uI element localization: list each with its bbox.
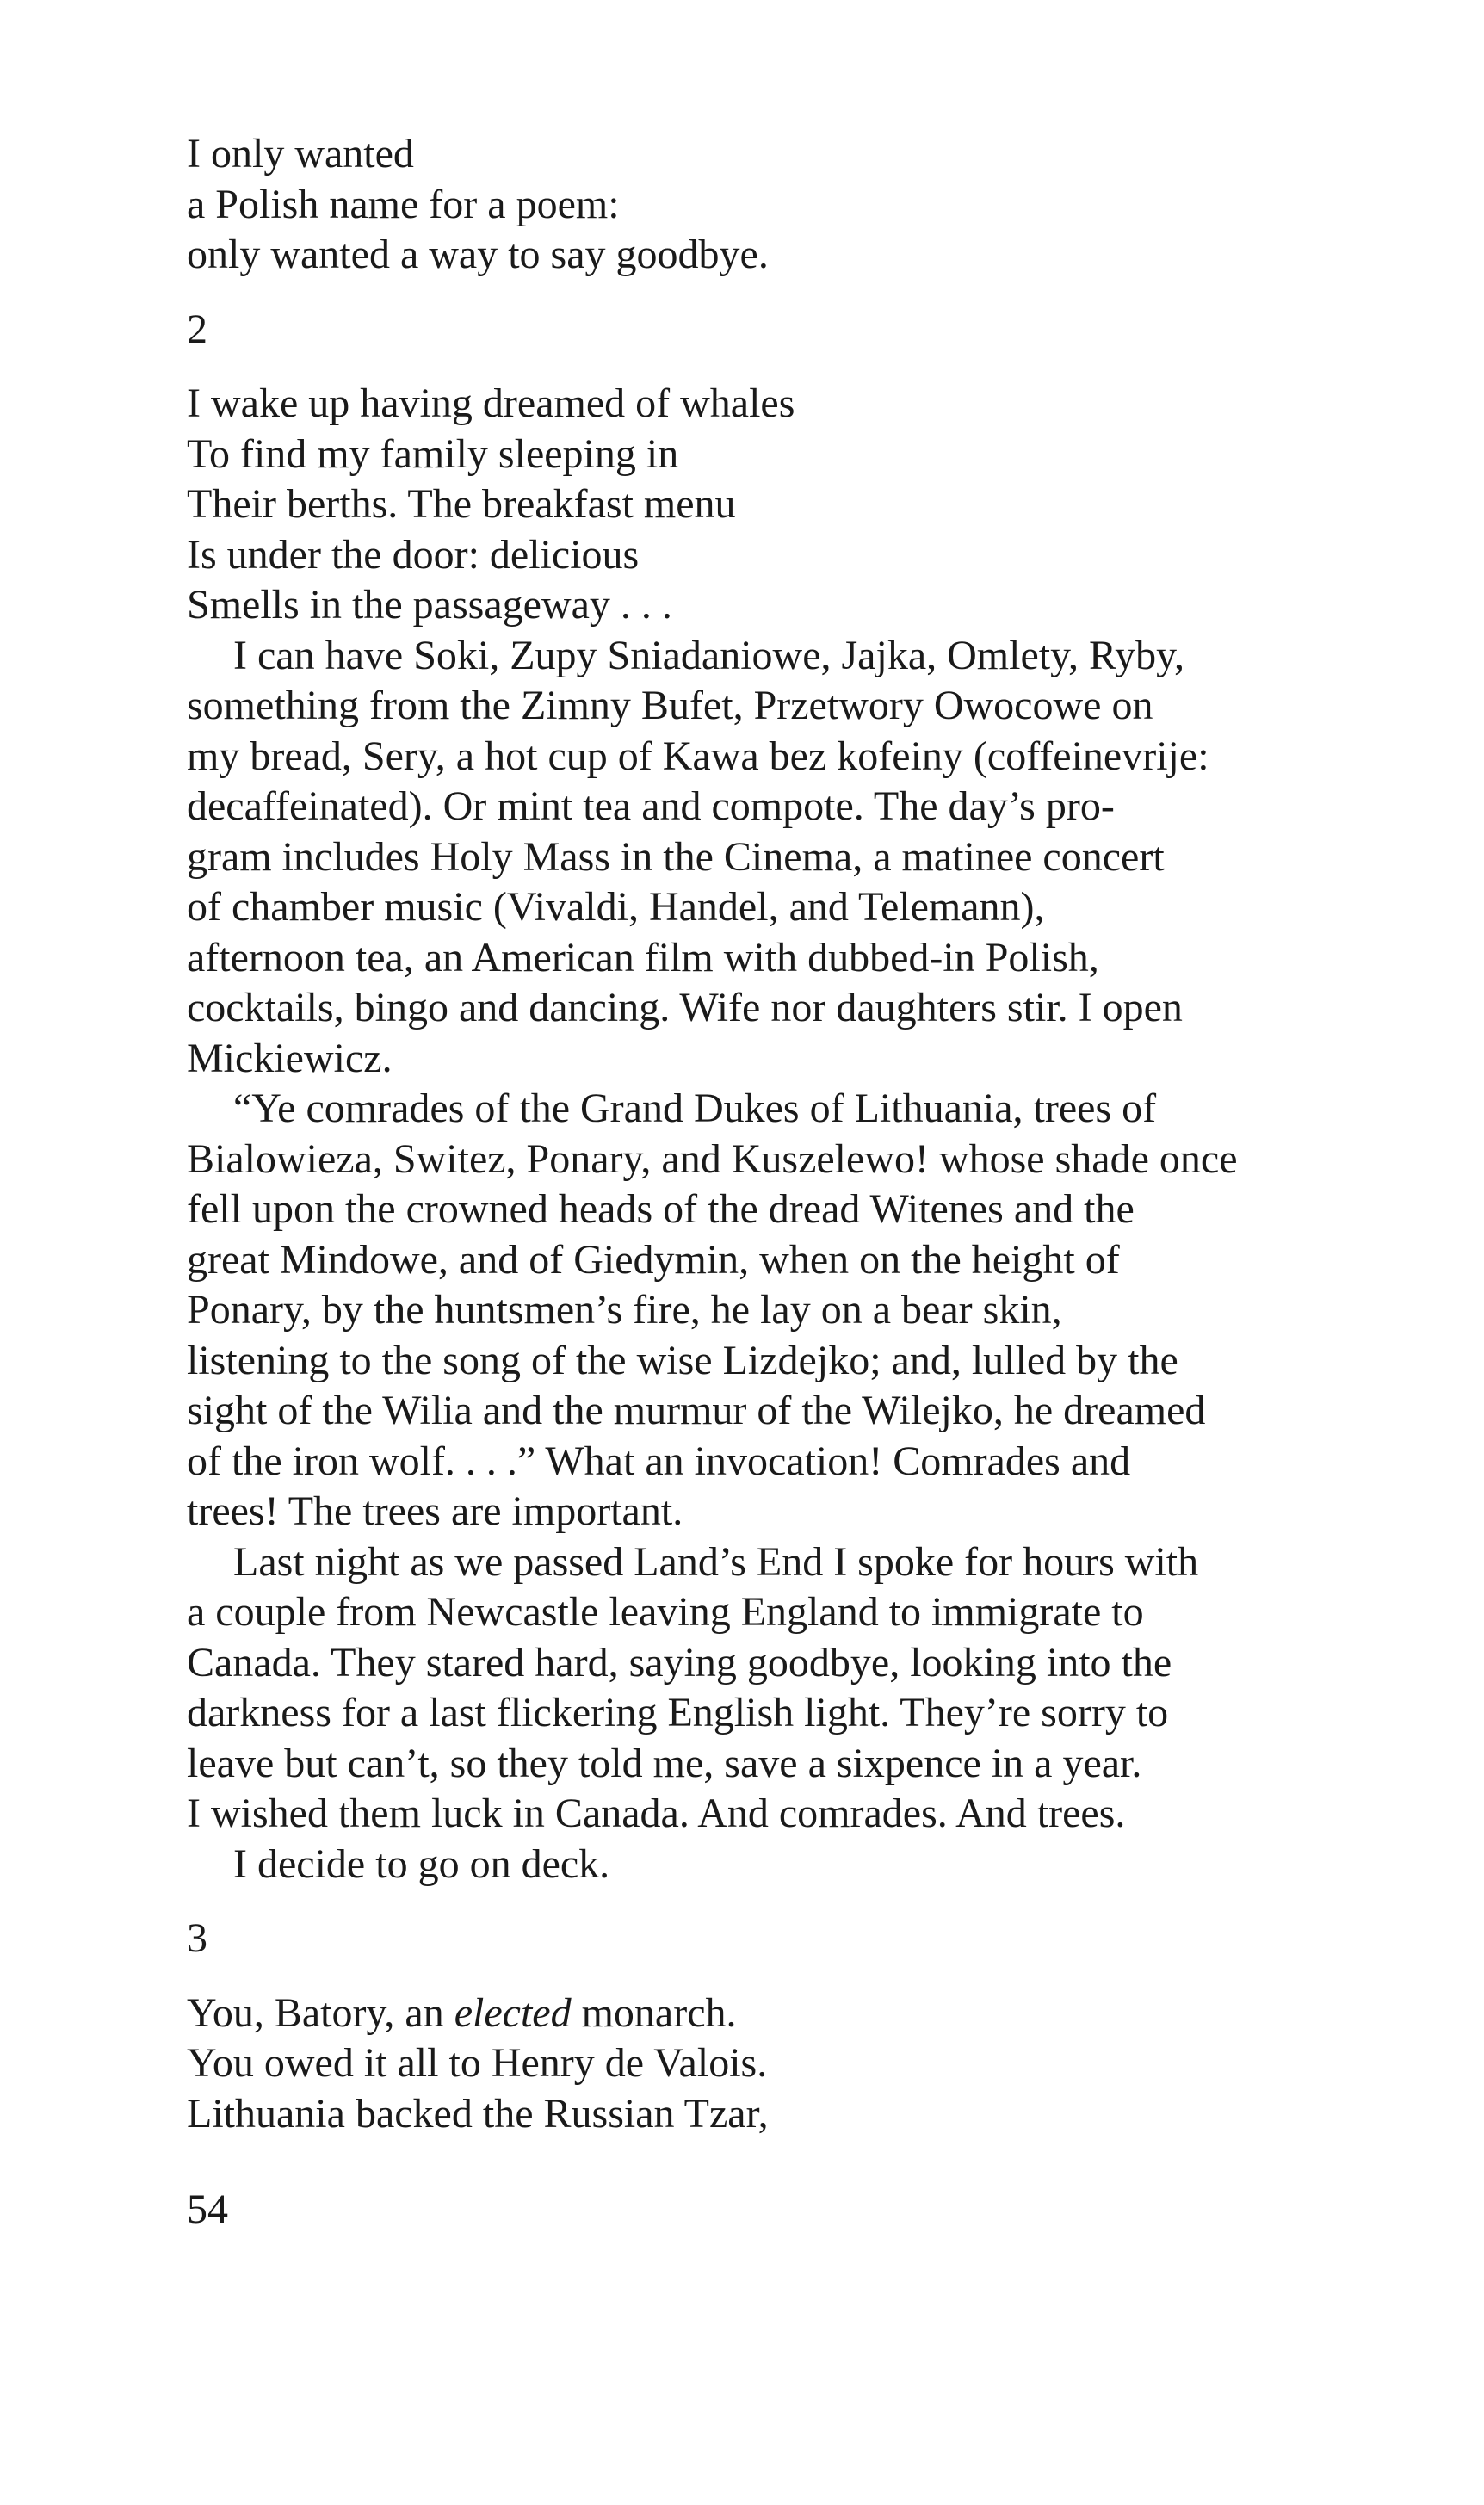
verse-line: I wake up having dreamed of whales [187, 380, 795, 426]
prose-line: listening to the song of the wise Lizdejko; and, lulled by the [187, 1337, 1178, 1383]
prose-line: of chamber music (Vivaldi, Handel, and Telemann), [187, 884, 1045, 930]
verse-line [187, 1989, 1306, 2039]
verse-line: Lithuania backed the Russian Tzar, [187, 2090, 769, 2137]
prose-line: sight of the Wilia and the murmur of the Wilejko, he dreamed [187, 1388, 1206, 1433]
prose-line: fell upon the crowned heads of the dread Witenes and the [187, 1186, 1135, 1232]
prose-line: gram includes Holy Mass in the Cinema, a matinee concert [187, 833, 1165, 880]
opening-stanza [187, 129, 1306, 281]
verse-line: To find my family sleeping in [187, 430, 679, 477]
prose-line: “Ye comrades of the Grand Dukes of Lithuania, trees of [233, 1086, 1157, 1131]
page-body [187, 129, 1306, 2139]
prose-line: my bread, Sery, a hot cup of Kawa bez kofeiny (coffeinevrije: [187, 733, 1209, 779]
prose-line: great Mindowe, and of Giedymin, when on the height of [187, 1236, 1120, 1283]
section-2 [187, 305, 1306, 1890]
verse-line: I only wanted [187, 131, 414, 176]
prose-line: Last night as we passed Land’s End I spoke for hours with [233, 1538, 1199, 1585]
prose-paragraph-1 [187, 631, 1306, 1085]
prose-line: afternoon tea, an American film with dubbed-in Polish, [187, 934, 1099, 980]
prose-line: Ponary, by the huntsmen’s fire, he lay on a bear skin, [187, 1287, 1062, 1333]
verse-line: Is under the door: delicious [187, 531, 640, 578]
verse-line: You owed it all to Henry de Valois. [187, 2040, 768, 2086]
prose-line: trees! The trees are important. [187, 1488, 683, 1534]
italic-word: elected [454, 1989, 572, 2036]
prose-paragraph-4 [187, 1840, 1306, 1890]
prose-paragraph-2 [187, 1084, 1306, 1537]
prose-line: I decide to go on deck. [233, 1840, 610, 1887]
verse-line: Smells in the passageway . . . [187, 582, 672, 628]
page-number: 54 [187, 2186, 228, 2232]
verse-text: monarch. [571, 1989, 737, 2036]
prose-line: Canada. They stared hard, saying goodbye, looking into the [187, 1639, 1172, 1685]
prose-line: darkness for a last flickering English light. They’re sorry to [187, 1690, 1169, 1735]
verse-line: Their berths. The breakfast menu [187, 481, 736, 527]
prose-line: decaffeinated). Or mint tea and compote. The day’s pro- [187, 783, 1115, 829]
section-number: 2 [187, 306, 207, 352]
prose-line: leave but can’t, so they told me, save a sixpence in a year. [187, 1740, 1142, 1786]
prose-line: of the iron wolf. . . .” What an invocation! Comrades and [187, 1438, 1131, 1484]
prose-line: cocktails, bingo and dancing. Wife nor daughters stir. I open [187, 985, 1183, 1030]
section-2-verse [187, 379, 1306, 631]
verse-text: You, Batory, an [187, 1989, 454, 2036]
prose-line: Mickiewicz. [187, 1035, 393, 1081]
prose-paragraph-3 [187, 1537, 1306, 1840]
prose-line: something from the Zimny Bufet, Przetwory Owocowe on [187, 683, 1153, 728]
prose-line: I wished them luck in Canada. And comrades. And trees. [187, 1791, 1126, 1836]
verse-line: a Polish name for a poem: [187, 181, 620, 227]
section-number: 3 [187, 1915, 207, 1961]
prose-line: a couple from Newcastle leaving England to immigrate to [187, 1589, 1144, 1635]
prose-line: Bialowieza, Switez, Ponary, and Kuszelewo! whose shade once [187, 1135, 1238, 1182]
verse-line: only wanted a way to say goodbye. [187, 232, 769, 277]
prose-line: I can have Soki, Zupy Sniadaniowe, Jajka, Omlety, Ryby, [233, 632, 1184, 678]
section-3 [187, 1914, 1306, 2139]
